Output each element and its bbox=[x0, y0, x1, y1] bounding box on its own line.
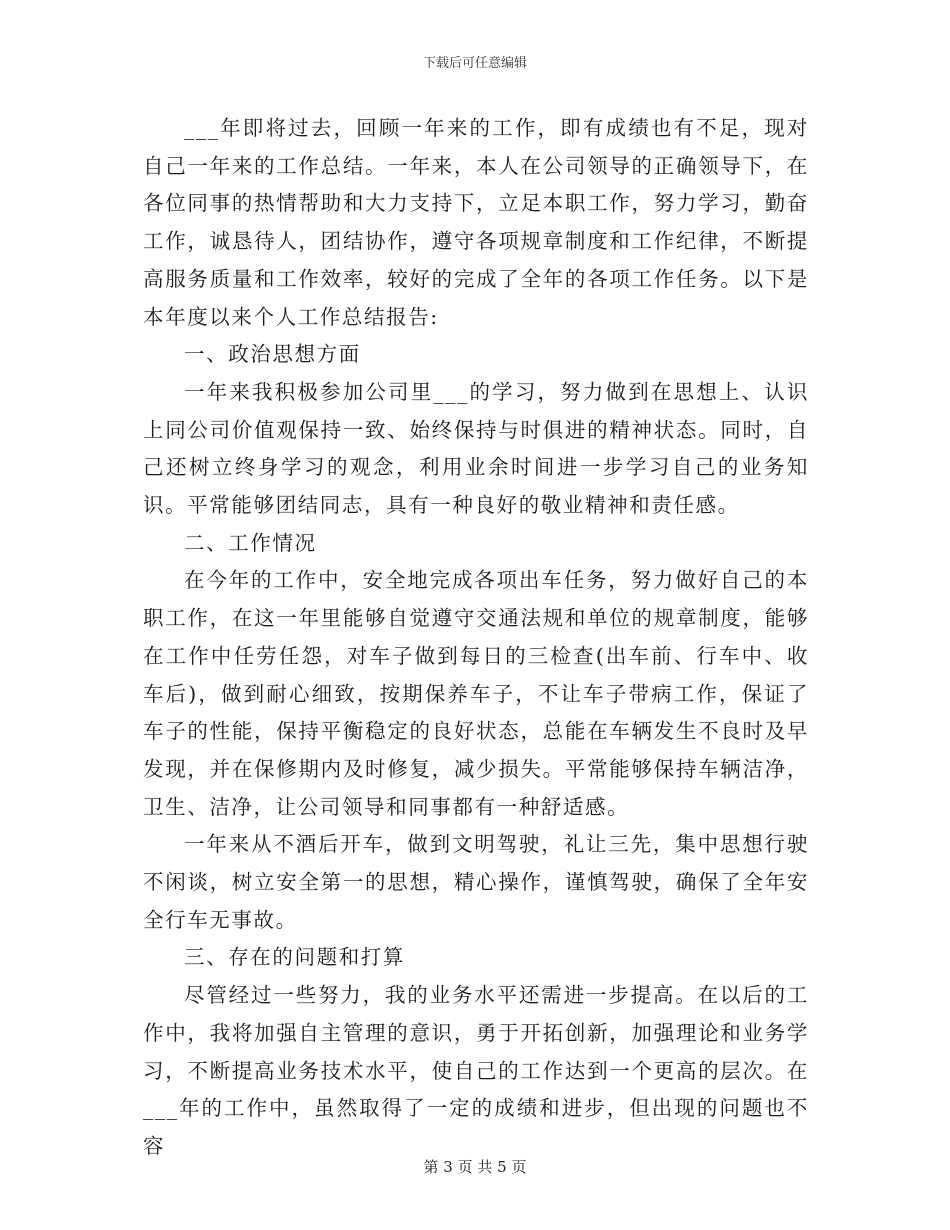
section-heading-problems: 三、存在的问题和打算 bbox=[184, 945, 405, 970]
politics-paragraph: 一年来我积极参加公司里___的学习，努力做到在思想上、认识上同公司价值观保持一致、始终保持与时俱进的精神状态。同时，自己还树立终身学习的观念，利用业余时间进一步学习自己的业务知识。平常能够团结同志，具有一种良好的敬业精神和责任感。 bbox=[143, 379, 809, 518]
work-paragraph-2: 一年来从不酒后开车，做到文明驾驶，礼让三先，集中思想行驶不闲谈，树立安全第一的思想，精心操作，谨慎驾驶，确保了全年安全行车无事故。 bbox=[143, 832, 809, 932]
section-heading-politics: 一、政治思想方面 bbox=[184, 342, 361, 367]
section-heading-work: 二、工作情况 bbox=[184, 530, 317, 555]
document-body bbox=[143, 110, 809, 1166]
intro-paragraph: ___年即将过去，回顾一年来的工作，即有成绩也有不足，现对自己一年来的工作总结。一年来，本人在公司领导的正确领导下，在各位同事的热情帮助和大力支持下，立足本职工作，努力学习，勤奋工作，诚恳待人，团结协作，遵守各项规章制度和工作纪律，不断提高服务质量和工作效率，较好的完成了全年的各项工作任务。以下是本年度以来个人工作总结报告: bbox=[143, 116, 809, 329]
page-number: 第 3 页 共 5 页 bbox=[423, 1158, 527, 1176]
page-header-note: 下载后可任意编辑 bbox=[422, 56, 527, 71]
problems-paragraph: 尽管经过一些努力，我的业务水平还需进一步提高。在以后的工作中，我将加强自主管理的意识，勇于开拓创新，加强理论和业务学习，不断提高业务技术水平，使自己的工作达到一个更高的层次。在___年的工作中，虽然取得了一定的成绩和进步，但出现的问题也不容 bbox=[143, 983, 809, 1158]
work-paragraph-1: 在今年的工作中，安全地完成各项出车任务，努力做好自己的本职工作，在这一年里能够自觉遵守交通法规和单位的规章制度，能够在工作中任劳任怨，对车子做到每日的三检查(出车前、行车中、收车后)，做到耐心细致，按期保养车子，不让车子带病工作，保证了车子的性能，保持平衡稳定的良好状态，总能在车辆发生不良时及早发现，并在保修期内及时修复，减少损失。平常能够保持车辆洁净，卫生、洁净，让公司领导和同事都有一种舒适感。 bbox=[143, 568, 809, 819]
